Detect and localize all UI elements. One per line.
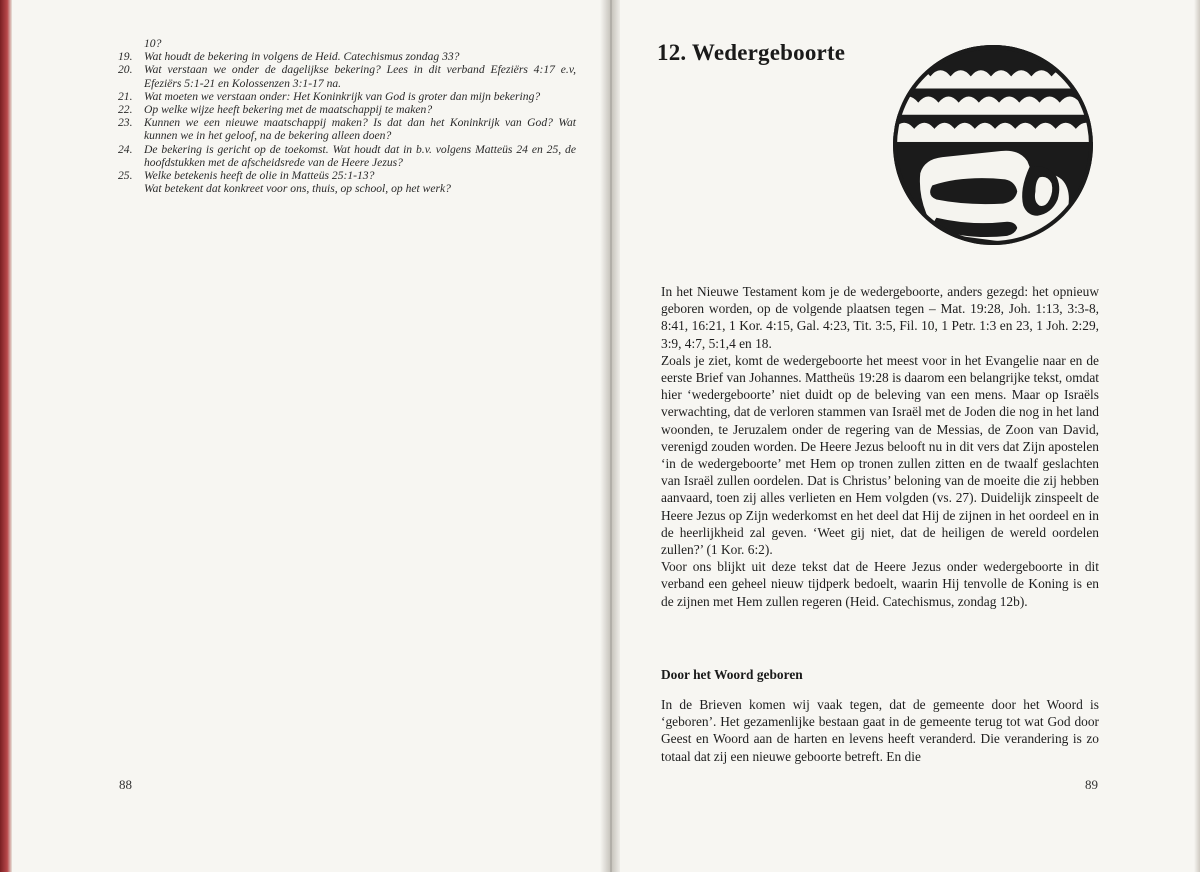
- question-item: [118, 90, 576, 103]
- question-list: [118, 37, 576, 195]
- body-paragraph: Zoals je ziet, komt de wedergeboorte het meest voor in het Evangelie naar en de eerste Brief van Johannes. Mattheüs 19:28 is daarom een belangrijke tekst, omdat hier ‘wedergeboorte’ niet duidt op de beleving van een mens. Maar op Israëls verwachting, dat de verloren stammen van Israël met de Joden die nog in het land woonden, te Jeruzalem onder de regering van de Messias, de Zoon van David, verenigd zouden worden. De Heere Jezus belooft nu in dit vers dat Zijn apostelen ‘in de wedergeboorte’ met Hem op tronen zullen zitten en de twaalf geslachten van Israël zullen oordelen. Dat is Christus’ beloning van de moeite die zij hebben aanvaard, toen zij alles verlieten en Hem volgden (vs. 27). Duidelijk zinspeelt de Heere Jezus op Zijn wederkomst en het deel dat Hij de zijnen in het oordeel en in de heerlijkheid zal geven. ‘Weet gij niet, dat de heiligen de wereld oordelen zullen?’ (1 Kor. 6:2).: [661, 352, 1099, 558]
- right-page: [620, 0, 1200, 872]
- question-number: 21.: [118, 89, 133, 103]
- body-paragraph: In het Nieuwe Testament kom je de wedergeboorte, anders gezegd: het opnieuw geboren worden, op de volgende plaatsen tegen – Mat. 19:28, Joh. 1:13, 3:3-8, 8:41, 16:21, 1 Kor. 4:15, Gal. 4:23, Tit. 3:5, Fil. 10, 1 Petr. 1:3 en 23, 1 Joh. 2:29, 3:9, 4:7, 5:1,4 en 18.: [661, 284, 1099, 351]
- chapter-body: [661, 283, 1099, 610]
- question-text: Op welke wijze heeft bekering met de maatschappij te maken?: [144, 103, 433, 117]
- question-number: 24.: [118, 142, 133, 156]
- page-number-left: 88: [119, 777, 132, 792]
- question-text: Wat verstaan we onder de dagelijkse bekering? Lees in dit verband Efeziërs 4:17 e.v, Efeziërs 5:1-21 en Kolossenzen 3:1-17 na.: [144, 63, 576, 90]
- continuation-text: 10?: [144, 37, 162, 50]
- question-text: Wat moeten we verstaan onder: Het Koninkrijk van God is groter dan mijn bekering?: [144, 89, 541, 103]
- book-cover-edge: [0, 0, 12, 872]
- question-text: Wat houdt de bekering in volgens de Heid. Catechismus zondag 33?: [144, 50, 460, 64]
- section-body: [661, 696, 1099, 765]
- left-page: [12, 0, 610, 872]
- page-number-right: 89: [1085, 777, 1098, 792]
- question-item: [118, 50, 576, 63]
- question-item: [118, 63, 576, 89]
- chapter-title: 12. Wedergeboorte: [657, 40, 846, 65]
- question-number: 22.: [118, 103, 133, 117]
- question-number: 20.: [118, 63, 133, 77]
- question-continuation: [118, 37, 576, 50]
- question-item: [118, 116, 576, 142]
- question-text: De bekering is gericht op de toekomst. Wat houdt dat in b.v. volgens Matteüs 24 en 25, de hoofdstukken met de afscheidsrede van de Heere Jezus?: [144, 142, 576, 169]
- question-number: 23.: [118, 116, 133, 130]
- question-text: Welke betekenis heeft de olie in Matteüs 25:1-13?: [144, 169, 375, 183]
- page-edge-right: [1194, 0, 1200, 872]
- body-paragraph: In de Brieven komen wij vaak tegen, dat de gemeente door het Woord is ‘geboren’. Het gezamenlijke bestaan gaat in de gemeente terug tot wat God door Geest en Woord aan de harten en levens heeft veranderd. Die verandering is zo totaal dat zij een nieuwe geboorte betreft. En die: [661, 697, 1099, 764]
- question-number: 25.: [118, 169, 133, 183]
- water-and-figure-emblem-icon: [892, 44, 1094, 246]
- question-item: [118, 169, 576, 195]
- question-text: Kunnen we een nieuwe maatschappij maken? Is dat dan het Koninkrijk van God? Wat kunnen we in het geloof, na de bekering alleen doen?: [144, 116, 576, 143]
- question-item: [118, 143, 576, 169]
- book-gutter: [600, 0, 622, 872]
- question-number: 19.: [118, 50, 133, 64]
- question-item: [118, 103, 576, 116]
- question-text-followup: Wat betekent dat konkreet voor ons, thuis, op school, op het werk?: [144, 182, 451, 196]
- body-paragraph: Voor ons blijkt uit deze tekst dat de Heere Jezus onder wedergeboorte in dit verband een geheel nieuw tijdperk bedoelt, waarin Hij tenvolle de Koning is en de zijnen met Hem zullen regeren (Heid. Catechismus, zondag 12b).: [661, 559, 1099, 609]
- section-subheading: Door het Woord geboren: [661, 667, 803, 682]
